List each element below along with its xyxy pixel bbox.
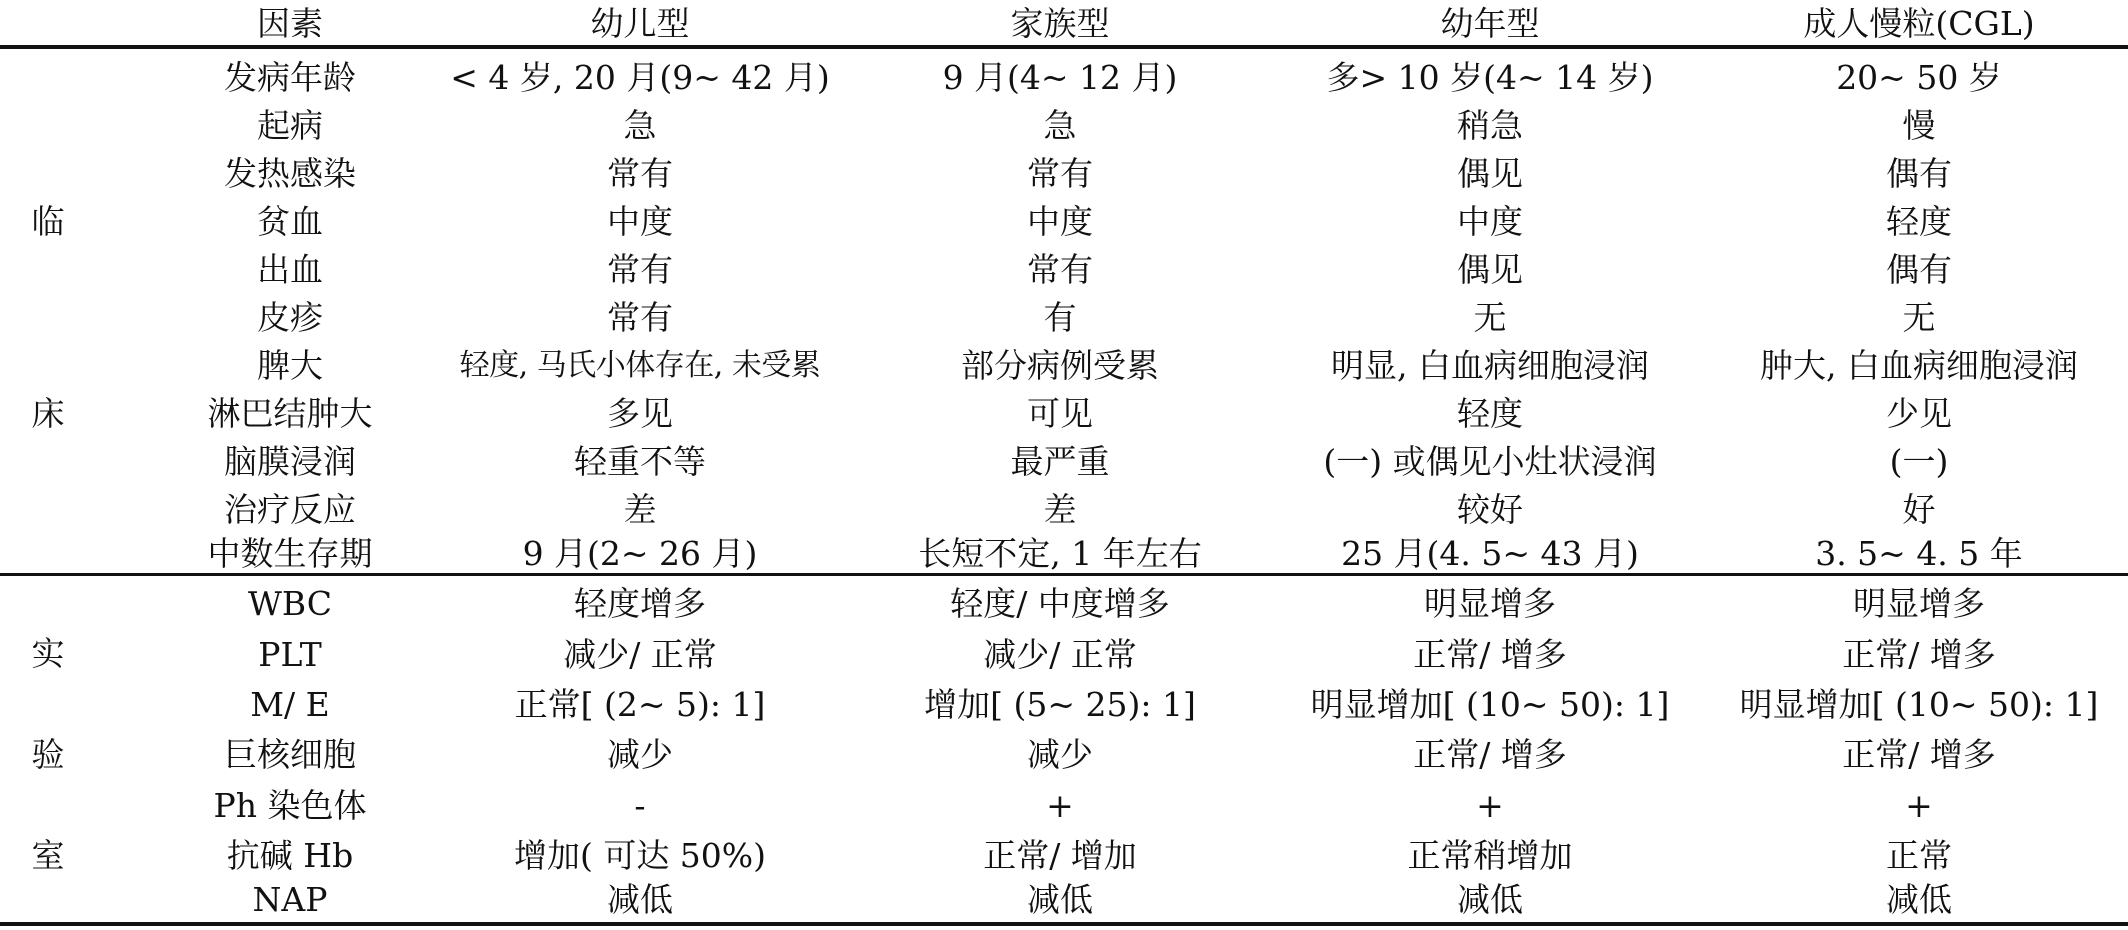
row-factor: 脾大: [257, 346, 323, 385]
row-factor: 脑膜浸润: [224, 442, 356, 481]
row-value: 偶见: [1457, 250, 1523, 289]
row-value: 9 月(4~ 12 月): [942, 58, 1178, 97]
row-value: 明显增多: [1853, 584, 1985, 623]
row-factor: 巨核细胞: [224, 735, 356, 774]
row-value: 减低: [1886, 880, 1952, 919]
row-value: 稍急: [1457, 106, 1523, 145]
header-adult-cgl: 成人慢粒(CGL): [1803, 4, 2035, 43]
row-value: 9 月(2~ 26 月): [522, 534, 758, 573]
row-value: 好: [1902, 490, 1936, 529]
row-factor: 起病: [257, 106, 323, 145]
row-value: 正常/ 增多: [1842, 735, 1996, 774]
table-row: [0, 580, 2128, 628]
table-row: [0, 294, 2128, 342]
row-value: 20~ 50 岁: [1836, 58, 2002, 97]
row-value: 减少/ 正常: [563, 635, 717, 674]
clinical-group-label: 临: [31, 202, 65, 241]
row-value: 轻重不等: [574, 442, 706, 481]
row-value: 轻度, 马氏小体存在, 未受累: [459, 348, 821, 383]
row-value: 可见: [1027, 394, 1093, 433]
table-bottom-rule: [0, 922, 2128, 926]
row-value: 正常/ 增多: [1413, 635, 1567, 674]
table-row: [0, 530, 2128, 578]
row-value: 明显增加[ (10~ 50): 1]: [1310, 685, 1670, 724]
table-row: [0, 198, 2128, 246]
row-value: 少见: [1886, 394, 1952, 433]
row-value: 减少: [1027, 735, 1093, 774]
table-row: [0, 102, 2128, 150]
row-factor: 淋巴结肿大: [207, 394, 373, 433]
row-value: 多> 10 岁(4~ 14 岁): [1326, 58, 1654, 97]
row-value: +: [1905, 786, 1933, 825]
row-value: 正常[ (2~ 5): 1]: [514, 685, 766, 724]
row-value: 明显, 白血病细胞浸润: [1331, 346, 1649, 385]
row-factor: 发热感染: [224, 154, 356, 193]
row-factor: WBC: [247, 584, 333, 623]
row-value: 偶见: [1457, 154, 1523, 193]
row-value: 轻度: [1886, 202, 1952, 241]
table-row: [0, 731, 2128, 779]
header-familial-type: 家族型: [1010, 4, 1110, 43]
table-row: [0, 246, 2128, 294]
row-value: 最严重: [1010, 442, 1110, 481]
row-value: < 4 岁, 20 月(9~ 42 月): [450, 58, 830, 97]
row-value: -: [634, 786, 646, 825]
header-infant-type: 幼儿型: [590, 4, 690, 43]
row-value: 正常/ 增多: [1413, 735, 1567, 774]
row-factor: 贫血: [257, 202, 323, 241]
row-value: 减低: [607, 880, 673, 919]
row-value: +: [1046, 786, 1074, 825]
row-factor: NAP: [252, 880, 328, 919]
row-value: 减低: [1027, 880, 1093, 919]
table-row: [0, 438, 2128, 486]
row-value: 轻度/ 中度增多: [950, 584, 1170, 623]
row-value: +: [1476, 786, 1504, 825]
row-value: 肿大, 白血病细胞浸润: [1760, 346, 2078, 385]
row-value: 正常: [1886, 836, 1952, 875]
row-factor: 中数生存期: [207, 534, 373, 573]
row-value: 偶有: [1886, 154, 1952, 193]
row-value: 无: [1473, 298, 1507, 337]
row-value: 常有: [607, 154, 673, 193]
row-value: 有: [1043, 298, 1077, 337]
row-value: (一): [1889, 442, 1949, 481]
table-row: [0, 54, 2128, 102]
row-factor: 抗碱 Hb: [226, 836, 354, 875]
row-value: 常有: [1027, 250, 1093, 289]
row-value: 差: [1043, 490, 1077, 529]
row-value: (一) 或偶见小灶状浸润: [1323, 442, 1657, 481]
table-header-row: [0, 0, 2128, 48]
row-value: 25 月(4. 5~ 43 月): [1341, 534, 1639, 573]
table-row: [0, 342, 2128, 390]
row-value: 部分病例受累: [961, 346, 1159, 385]
row-factor: 皮疹: [257, 298, 323, 337]
header-juvenile-type: 幼年型: [1440, 4, 1540, 43]
row-value: 中度: [607, 202, 673, 241]
table-row: [0, 631, 2128, 679]
lab-group-label: 实: [31, 634, 65, 673]
row-value: 减少/ 正常: [983, 635, 1137, 674]
table-row: [0, 832, 2128, 880]
row-value: 正常/ 增加: [983, 836, 1137, 875]
row-value: 轻度: [1457, 394, 1523, 433]
row-value: 急: [623, 106, 657, 145]
row-factor: 发病年龄: [224, 58, 356, 97]
table-row: [0, 150, 2128, 198]
row-value: 减低: [1457, 880, 1523, 919]
row-value: 偶有: [1886, 250, 1952, 289]
row-value: 多见: [607, 394, 673, 433]
row-value: 常有: [607, 298, 673, 337]
clinical-group-label: 床: [31, 394, 65, 433]
header-factor: 因素: [257, 4, 323, 43]
row-factor: 治疗反应: [224, 490, 356, 529]
table-row: [0, 876, 2128, 924]
row-value: 慢: [1902, 106, 1936, 145]
lab-group-label: 室: [31, 836, 65, 875]
row-factor: 出血: [257, 250, 323, 289]
row-value: 长短不定, 1 年左右: [918, 534, 1202, 573]
table-row: [0, 681, 2128, 729]
row-value: 正常稍增加: [1407, 836, 1573, 875]
row-value: 常有: [607, 250, 673, 289]
row-factor: Ph 染色体: [213, 786, 367, 825]
row-value: 减少: [607, 735, 673, 774]
row-value: 明显增加[ (10~ 50): 1]: [1739, 685, 2099, 724]
row-value: 明显增多: [1424, 584, 1556, 623]
table-row: [0, 390, 2128, 438]
row-value: 中度: [1457, 202, 1523, 241]
table-top-rule: [0, 45, 2128, 49]
row-value: 无: [1902, 298, 1936, 337]
row-value: 正常/ 增多: [1842, 635, 1996, 674]
row-value: 3. 5~ 4. 5 年: [1815, 534, 2023, 573]
row-value: 较好: [1457, 490, 1523, 529]
row-value: 增加[ (5~ 25): 1]: [924, 685, 1196, 724]
row-value: 轻度增多: [574, 584, 706, 623]
row-value: 增加( 可达 50%): [513, 836, 767, 875]
row-value: 中度: [1027, 202, 1093, 241]
row-factor: M/ E: [250, 685, 330, 724]
table-row: [0, 782, 2128, 830]
row-value: 差: [623, 490, 657, 529]
lab-group-label: 验: [31, 735, 65, 774]
row-value: 急: [1043, 106, 1077, 145]
row-value: 常有: [1027, 154, 1093, 193]
row-factor: PLT: [258, 635, 322, 674]
section-divider-rule: [0, 573, 2128, 576]
table-row: [0, 486, 2128, 534]
